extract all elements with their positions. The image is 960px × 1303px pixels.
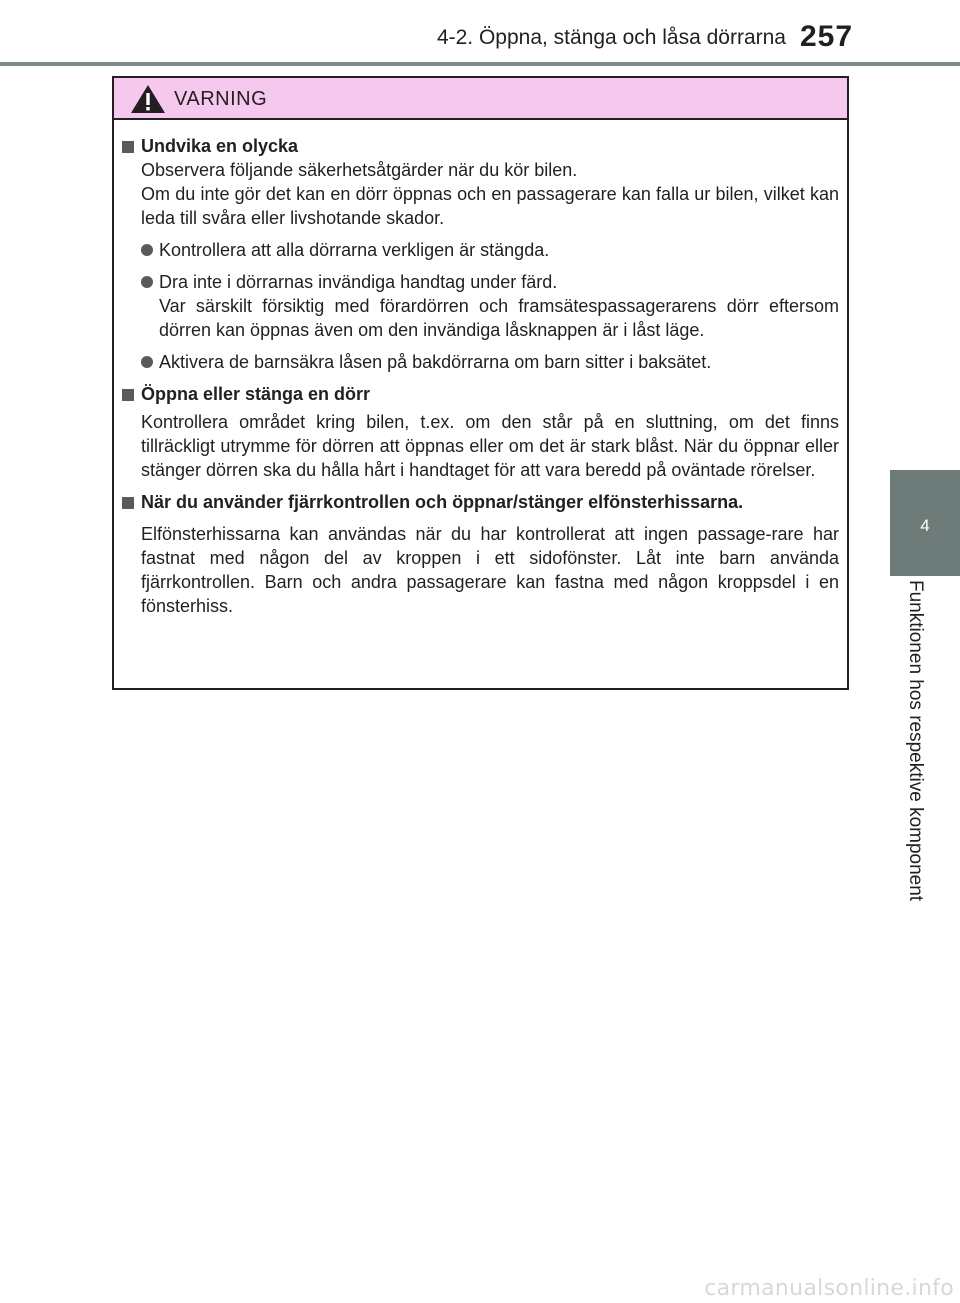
- side-tab-spacer: [890, 66, 960, 470]
- list-item: [141, 238, 839, 262]
- square-bullet-icon: [122, 389, 134, 401]
- list-item: [141, 350, 839, 374]
- round-bullet-icon: [141, 356, 153, 368]
- list-item-text: Kontrollera att alla dörrarna verkligen är stängda.: [159, 240, 550, 260]
- square-bullet-icon: [122, 497, 134, 509]
- paragraph: Om du inte gör det kan en dörr öppnas och en passagerare kan falla ur bilen, vilket kan leda till svåra eller livshotande skador.: [141, 184, 839, 228]
- header-rule: [0, 62, 960, 66]
- round-bullet-icon: [141, 276, 153, 288]
- round-bullet-icon: [141, 244, 153, 256]
- list-item-text: Dra inte i dörrarnas invändiga handtag under färd.: [159, 272, 558, 292]
- section-heading-text: När du använder fjärrkontrollen och öppnar/stänger elfönsterhissarna.: [141, 492, 744, 512]
- square-bullet-icon: [122, 141, 134, 153]
- chapter-tab[interactable]: [890, 470, 960, 576]
- section-heading: [122, 134, 839, 158]
- chapter-label-text: Funktionen hos respektive komponent: [905, 580, 926, 902]
- warning-triangle-icon: [130, 84, 166, 114]
- section-heading: [122, 382, 839, 406]
- section-heading-text: Öppna eller stänga en dörr: [141, 384, 371, 404]
- warning-body: [114, 120, 847, 618]
- warning-box: [112, 76, 849, 690]
- watermark: carmanualsonline.info: [704, 1276, 954, 1301]
- list-item-text: Aktivera de barnsäkra låsen på bakdörrarna om barn sitter i baksätet.: [159, 352, 712, 372]
- running-header-title: 4-2. Öppna, stänga och låsa dörrarna: [436, 26, 786, 49]
- section-heading-text: Undvika en olycka: [141, 136, 299, 156]
- warning-title: VARNING: [174, 88, 268, 110]
- list-item-text: Var särskilt försiktig med förardörren och framsätespassagerarens dörr eftersom dörren kan öppnas även om den invändiga låsknappen är i låst läge.: [159, 296, 839, 340]
- page-number: 257: [800, 20, 854, 53]
- chapter-label: [900, 580, 930, 920]
- warning-header: [114, 78, 847, 120]
- paragraph: Elfönsterhissarna kan användas när du har kontrollerat att ingen passage-rare har fastnat med någon del av kroppen i ett sidofönster. Låt inte barn använda fjärrkontrollen. Barn och andra passagerare kan fastna med någon kroppsdel i en fönsterhiss.: [141, 524, 839, 616]
- chapter-number: 4: [920, 516, 930, 535]
- paragraph: Observera följande säkerhetsåtgärder när du kör bilen.: [141, 160, 578, 180]
- paragraph: Kontrollera området kring bilen, t.ex. om den står på en sluttning, om det finns tillräckligt utrymme för dörren att öppnas eller om det är stark blåst. När du öppnar eller stänger dörren ska du hålla hårt i handtaget för att vara beredd på oväntade rörelser.: [141, 412, 839, 480]
- list-item: [141, 270, 839, 342]
- section-heading: [122, 490, 839, 514]
